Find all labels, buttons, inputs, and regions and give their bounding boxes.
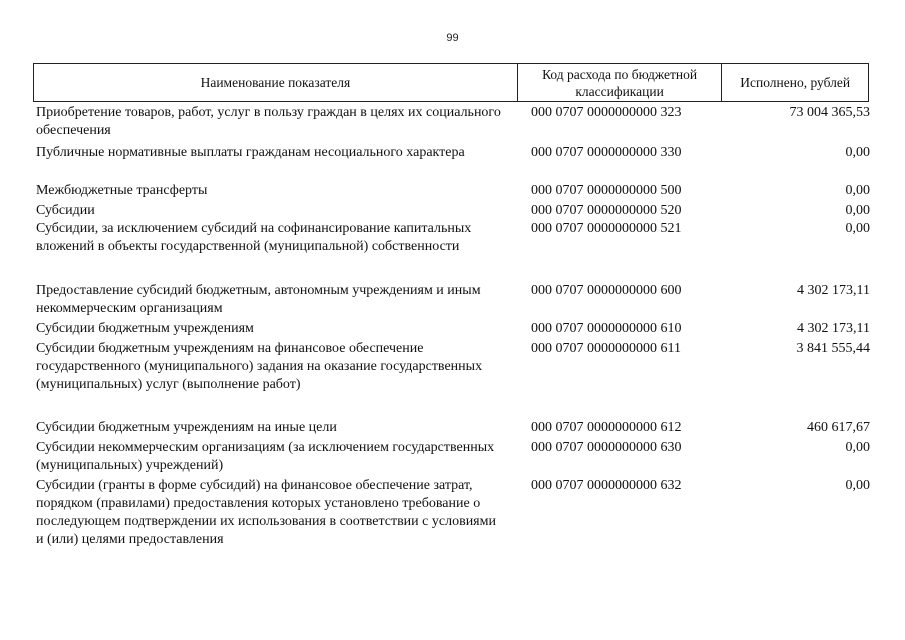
table-row	[36, 320, 870, 340]
row-code: 000 0707 0000000000 330	[531, 145, 682, 160]
table-row	[36, 419, 870, 439]
row-name: Субсидии	[36, 203, 95, 218]
row-code: 000 0707 0000000000 630	[531, 440, 682, 455]
row-code: 000 0707 0000000000 612	[531, 420, 682, 435]
row-value: 4 302 173,11	[797, 321, 870, 336]
row-name: Предоставление субсидий бюджетным, автономным учреждениям и иным некоммерческим организациям	[36, 283, 481, 316]
table-row	[36, 104, 870, 144]
row-code: 000 0707 0000000000 520	[531, 203, 682, 218]
row-name: Межбюджетные трансферты	[36, 183, 208, 198]
row-name: Субсидии бюджетным учреждениям на иные цели	[36, 420, 337, 435]
header-name: Наименование показателя	[34, 64, 518, 101]
row-value: 0,00	[845, 145, 870, 160]
row-value: 4 302 173,11	[797, 283, 870, 298]
row-value: 0,00	[845, 440, 870, 455]
row-code: 000 0707 0000000000 600	[531, 283, 682, 298]
row-name: Субсидии некоммерческим организациям (за исключением государственных (муниципальных) учреждений)	[36, 440, 495, 473]
table-body	[36, 104, 870, 553]
row-value: 73 004 365,53	[789, 105, 870, 120]
row-name: Субсидии, за исключением субсидий на софинансирование капитальных вложений в объекты государственной (муниципальной) собственности	[36, 221, 472, 254]
row-value: 0,00	[845, 478, 870, 493]
row-value: 3 841 555,44	[796, 341, 870, 356]
table-row	[36, 220, 870, 282]
row-code: 000 0707 0000000000 500	[531, 183, 682, 198]
header-executed: Исполнено, рублей	[740, 75, 851, 90]
table-row	[36, 282, 870, 320]
row-name: Приобретение товаров, работ, услуг в пользу граждан в целях их социального обеспечения	[36, 105, 501, 138]
row-code: 000 0707 0000000000 632	[531, 478, 682, 493]
row-name: Публичные нормативные выплаты гражданам несоциального характера	[36, 145, 465, 160]
row-name: Субсидии (гранты в форме субсидий) на финансовое обеспечение затрат, порядком (правилами) предоставления которых установлено требование о последующем подтверждении их использования в соответствии с условиями и (или) целями предоставления	[36, 478, 496, 547]
row-code: 000 0707 0000000000 610	[531, 321, 682, 336]
row-value: 0,00	[845, 183, 870, 198]
row-value: 460 617,67	[807, 420, 870, 435]
table-row	[36, 182, 870, 202]
row-code: 000 0707 0000000000 323	[531, 105, 682, 120]
row-name: Субсидии бюджетным учреждениям	[36, 321, 254, 336]
row-value: 0,00	[845, 203, 870, 218]
page-number: 99	[446, 32, 459, 44]
table-header	[33, 63, 869, 102]
table-row	[36, 202, 870, 220]
header-code: Код расхода по бюджетной классификации	[518, 64, 723, 101]
row-code: 000 0707 0000000000 521	[531, 221, 682, 236]
row-value: 0,00	[845, 221, 870, 236]
table-row	[36, 439, 870, 477]
row-code: 000 0707 0000000000 611	[531, 341, 681, 356]
row-name: Субсидии бюджетным учреждениям на финансовое обеспечение государственного (муниципального) задания на оказание государственных (муниципальных) услуг (выполнение работ)	[36, 341, 483, 392]
table-row	[36, 477, 870, 553]
table-row	[36, 340, 870, 419]
table-row	[36, 144, 870, 182]
